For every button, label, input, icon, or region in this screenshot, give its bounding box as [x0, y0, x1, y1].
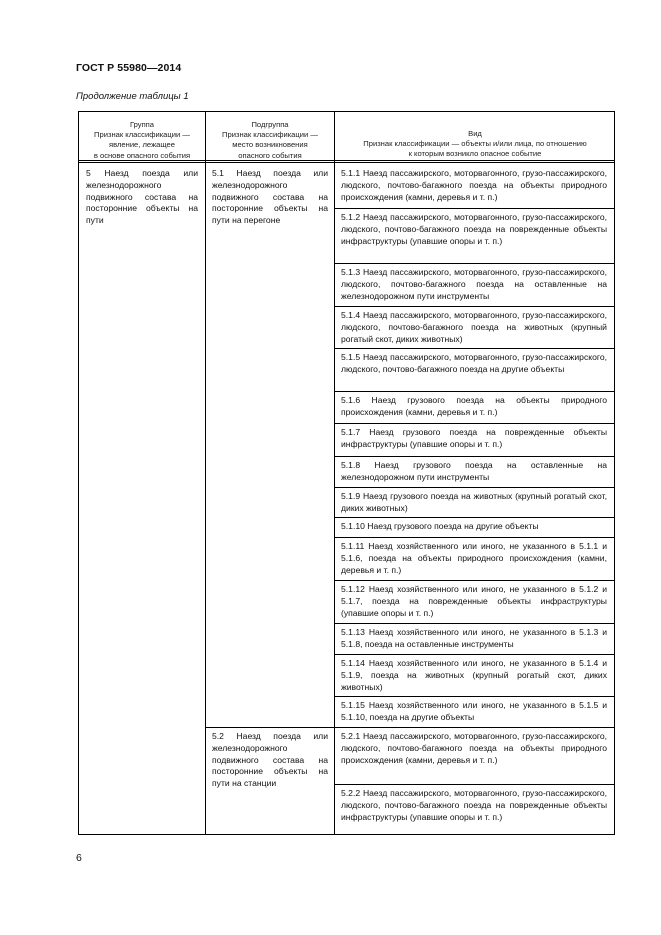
row-separator	[334, 423, 615, 424]
row-separator	[334, 654, 615, 655]
kind-cell: 5.1.1 Наезд пассажирского, моторвагонного, грузо-пассажирского, людского, почтово-багажного поезда на объекты природного происхождения (камни, деревья и т. п.)	[341, 168, 607, 202]
row-separator	[334, 580, 615, 581]
kind-cell: 5.1.7 Наезд грузового поезда на поврежденные объекты инфраструктуры (упавшие опоры и т. п.)	[341, 427, 607, 449]
row-separator	[334, 263, 615, 264]
subgroup-cell: 5.2 Наезд поезда или железнодорожного подвижного состава на посторонние объекты на пути на станции	[212, 731, 328, 789]
row-separator	[334, 784, 615, 785]
header-group: Группа Признак классификации — явление, лежащее в основе опасного события	[93, 120, 191, 160]
kind-cell: 5.2.1 Наезд пассажирского, моторвагонного, грузо-пассажирского, людского, почтово-багажного поезда на объекты природного происхождения (камни, деревья и т. п.)	[341, 731, 607, 765]
subgroup-cell: 5.1 Наезд поезда или железнодорожного подвижного состава на посторонние объекты на пути на перегоне	[212, 168, 328, 226]
subgroup-separator	[205, 727, 615, 728]
row-separator	[334, 456, 615, 457]
row-separator	[334, 306, 615, 307]
kind-cell: 5.1.2 Наезд пассажирского, моторвагонного, грузо-пассажирского, людского, почтово-багажного поезда на поврежденные объекты инфраструктуры (упавшие опоры и т. п.)	[341, 212, 607, 246]
row-separator	[334, 623, 615, 624]
header-kind: Вид Признак классификации — объекты и/или лица, по отношению к которым возникло опасное событие	[363, 129, 587, 159]
kind-cell: 5.1.9 Наезд грузового поезда на животных (крупный рогатый скот, диких животных)	[341, 491, 607, 513]
header-subgroup: Подгруппа Признак классификации — место возникновения опасного события	[222, 120, 318, 160]
kind-cell: 5.1.8 Наезд грузового поезда на оставленные на железнодорожном пути инструменты	[341, 460, 607, 482]
row-separator	[334, 208, 615, 209]
row-separator	[334, 348, 615, 349]
kind-cell: 5.1.10 Наезд грузового поезда на другие объекты	[341, 521, 539, 531]
row-separator	[334, 391, 615, 392]
kind-cell: 5.1.15 Наезд хозяйственного или иного, не указанного в 5.1.5 и 5.1.10, поезда на другие объекты	[341, 700, 607, 722]
row-separator	[334, 696, 615, 697]
kind-cell: 5.2.2 Наезд пассажирского, моторвагонного, грузо-пассажирского, людского, почтово-багажного поезда на поврежденные объекты инфраструктуры (упавшие опоры и т. п.)	[341, 788, 607, 822]
kind-cell: 5.1.4 Наезд пассажирского, моторвагонного, грузо-пассажирского, людского, почтово-багажного поезда на животных (крупный рогатый скот, диких животных)	[341, 310, 607, 344]
row-separator	[334, 537, 615, 538]
document-id: ГОСТ Р 55980—2014	[76, 62, 182, 74]
kind-cell: 5.1.5 Наезд пассажирского, моторвагонного, грузо-пассажирского, людского, почтово-багажного поезда на другие объекты	[341, 352, 607, 374]
kind-cell: 5.1.3 Наезд пассажирского, моторвагонного, грузо-пассажирского, людского, почтово-багажного поезда на оставленные на железнодорожном пути инструменты	[341, 267, 607, 301]
kind-cell: 5.1.12 Наезд хозяйственного или иного, не указанного в 5.1.2 и 5.1.7, поезда на поврежденные объекты инфраструктуры (упавшие опоры и т. п.)	[341, 584, 607, 618]
row-separator	[334, 487, 615, 488]
kind-cell: 5.1.14 Наезд хозяйственного или иного, не указанного в 5.1.4 и 5.1.9, поезда на животных (крупный рогатый скот, диких животных)	[341, 658, 607, 692]
page-number: 6	[76, 852, 82, 864]
kind-cell: 5.1.13 Наезд хозяйственного или иного, не указанного в 5.1.3 и 5.1.8, поезда на оставленные инструменты	[341, 627, 607, 649]
kind-cell: 5.1.6 Наезд грузового поезда на объекты природного происхождения (камни, деревья и т. п.)	[341, 395, 607, 417]
group-cell: 5 Наезд поезда или железнодорожного подвижного состава на посторонние объекты на пути	[86, 168, 198, 226]
kind-cell: 5.1.11 Наезд хозяйственного или иного, не указанного в 5.1.1 и 5.1.6, поезда на объекты природного происхождения (камни, деревья и т. п.)	[341, 541, 607, 575]
table-caption: Продолжение таблицы 1	[76, 91, 189, 102]
row-separator	[334, 517, 615, 518]
